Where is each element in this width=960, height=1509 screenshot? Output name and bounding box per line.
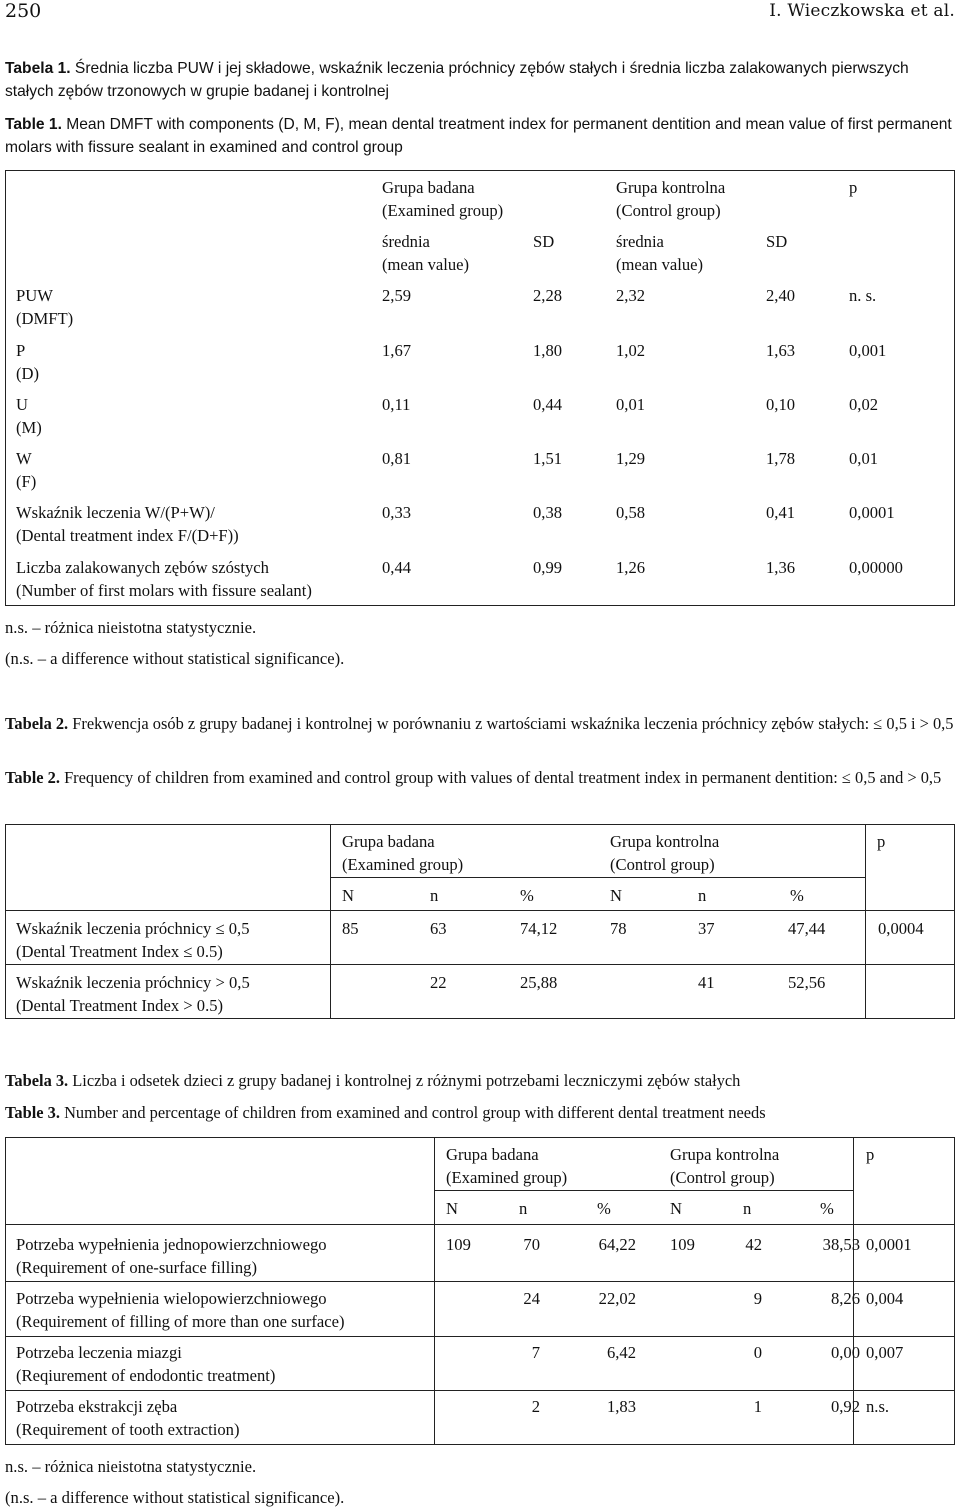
- table3-cell: 0,92: [830, 1397, 860, 1416]
- table3-cell: n.s.: [866, 1397, 890, 1416]
- table2-header-p: p: [877, 832, 886, 851]
- table1-cell-p-value: 0,02: [849, 395, 879, 414]
- table2-row-label-en: (Dental Treatment Index > 0.5): [16, 996, 224, 1015]
- table1-cell-sd-control: 1,78: [766, 449, 796, 468]
- table2-caption-en: Table 2. Frequency of children from examined and control group with values of dental treatment index in permanent dentition: ≤ 0,5 and > 0,5: [5, 768, 942, 787]
- table3-cell: 6,42: [606, 1343, 636, 1362]
- table1-cell-sd-examined: 0,44: [533, 395, 563, 414]
- table2-cell: 52,56: [788, 973, 826, 992]
- table3-cell: 0,004: [866, 1289, 904, 1308]
- table1-cell-p-value: 0,001: [849, 341, 887, 360]
- table2-caption-pl: Tabela 2. Frekwencja osób z grupy badanej i kontrolnej w porównaniu z wartościami wskaźnika leczenia próchnicy zębów stałych: ≤ 0,5 i > 0,5: [5, 714, 954, 733]
- table1-cell-sd-examined: 1,51: [533, 449, 563, 468]
- table2-cell: 22: [430, 973, 447, 992]
- table1-cell-mean-control: 1,29: [616, 449, 646, 468]
- table1-cell-mean-control: 1,02: [616, 341, 646, 360]
- table2-cell: 78: [610, 919, 627, 938]
- table2-cell: 47,44: [788, 919, 826, 938]
- table3-note-pl: n.s. – różnica nieistotna statystycznie.: [5, 1457, 257, 1476]
- table1-cell-sd-control: 0,41: [766, 503, 796, 522]
- table2-cell: 25,88: [520, 973, 558, 992]
- table1-cell-sd-control: 0,10: [766, 395, 796, 414]
- table3-subheader: n: [519, 1199, 528, 1218]
- table1-note-pl: n.s. – różnica nieistotna statystycznie.: [5, 618, 257, 637]
- table1-row-label-en: (M): [16, 418, 42, 437]
- table2-subheader: %: [520, 886, 534, 905]
- table3-subheader: %: [820, 1199, 834, 1218]
- table3-cell: 1: [753, 1397, 762, 1416]
- table2-subheader: n: [430, 886, 439, 905]
- table1-row-label-en: (DMFT): [16, 309, 74, 328]
- table3-cell: 0,00: [830, 1343, 860, 1362]
- table3-header-p: p: [866, 1145, 875, 1164]
- table3-caption-pl: Tabela 3. Liczba i odsetek dzieci z grupy badanej i kontrolnej z różnymi potrzebami leczniczymi zębów stałych: [5, 1071, 741, 1090]
- table3-cell: 22,02: [598, 1289, 636, 1308]
- table3-cell: 1,83: [606, 1397, 636, 1416]
- table3-cell: 24: [523, 1289, 540, 1308]
- table1-row-label: U: [16, 395, 28, 414]
- table1-subheader-sd-control: SD: [766, 232, 788, 251]
- table3-cell: 2: [531, 1397, 540, 1416]
- table1-subheader-mean-examined: średnia (mean value): [382, 232, 470, 274]
- table1-cell-sd-examined: 2,28: [533, 286, 563, 305]
- table1-cell-mean-control: 2,32: [616, 286, 646, 305]
- table2-subheader: N: [342, 886, 354, 905]
- table1-header-examined: Grupa badana (Examined group): [382, 178, 504, 220]
- table3-cell: 8,26: [830, 1289, 860, 1308]
- table1-header-p: p: [849, 178, 858, 197]
- table2-cell: 85: [342, 919, 359, 938]
- table1-row-label: W: [16, 449, 32, 468]
- table1-row-label: Liczba zalakowanych zębów szóstych: [16, 558, 269, 577]
- table3-row-label: Potrzeba wypełnienia jednopowierzchniowego: [16, 1235, 327, 1254]
- table3-row-label-en: (Requirement of one-surface filling): [16, 1258, 257, 1277]
- table3-subheader: %: [597, 1199, 611, 1218]
- table3-subheader: N: [446, 1199, 458, 1218]
- table2-header-examined: Grupa badana (Examined group): [342, 832, 464, 874]
- table1-subheader-sd-examined: SD: [533, 232, 555, 251]
- table1-cell-mean-examined: 2,59: [382, 286, 412, 305]
- table3-row-label: Potrzeba leczenia miazgi: [16, 1343, 182, 1362]
- table2-row-label: Wskaźnik leczenia próchnicy > 0,5: [16, 973, 250, 992]
- table2-cell: 37: [698, 919, 715, 938]
- table1-cell-mean-examined: 1,67: [382, 341, 412, 360]
- table3-row-label: Potrzeba ekstrakcji zęba: [16, 1397, 178, 1416]
- table1-row-label-en: (Number of first molars with fissure sealant): [16, 581, 312, 600]
- table2-cell: 41: [698, 973, 715, 992]
- table3-row-label-en: (Requirement of filling of more than one surface): [16, 1312, 345, 1331]
- table1-cell-p-value: 0,0001: [849, 503, 895, 522]
- table1-cell-p-value: 0,01: [849, 449, 879, 468]
- table1-cell-sd-examined: 0,38: [533, 503, 563, 522]
- table1-row-label-en: (Dental treatment index F/(D+F)): [16, 526, 239, 545]
- table1-cell-sd-examined: 1,80: [533, 341, 563, 360]
- table3-row-label-en: (Reqiurement of endodontic treatment): [16, 1366, 276, 1385]
- table3-cell: 0: [753, 1343, 762, 1362]
- table3-cell: 0,0001: [866, 1235, 912, 1254]
- table3-cell: 70: [523, 1235, 540, 1254]
- table3-subheader: n: [743, 1199, 752, 1218]
- table1-cell-mean-examined: 0,33: [382, 503, 412, 522]
- table1-row-label-en: (D): [16, 364, 40, 383]
- table2-cell: 63: [430, 919, 447, 938]
- table3-cell: 38,53: [822, 1235, 860, 1254]
- table1-note-en: (n.s. – a difference without statistical significance).: [5, 649, 345, 668]
- table1-row-label-en: (F): [16, 472, 37, 491]
- table2-row-label-en: (Dental Treatment Index ≤ 0.5): [16, 942, 223, 961]
- table3-cell: 109: [670, 1235, 695, 1254]
- table3-header-examined: Grupa badana (Examined group): [446, 1145, 568, 1187]
- table3-row-label: Potrzeba wypełnienia wielopowierzchniowego: [16, 1289, 327, 1308]
- table3-cell: 42: [745, 1235, 762, 1254]
- table1-cell-sd-control: 1,63: [766, 341, 796, 360]
- table1-cell-sd-examined: 0,99: [533, 558, 563, 577]
- table1-caption-en: Table 1. Mean DMFT with components (D, M, F), mean dental treatment index for permanent dentition and mean value of first permanent molars with fissure sealant in examined and control group: [5, 116, 952, 156]
- table1-cell-mean-control: 1,26: [616, 558, 646, 577]
- table2-cell: 0,0004: [878, 919, 924, 938]
- table2-header-control: Grupa kontrolna (Control group): [610, 832, 720, 874]
- table3-cell: 64,22: [598, 1235, 636, 1254]
- table1-cell-mean-examined: 0,81: [382, 449, 412, 468]
- table1-cell-sd-control: 1,36: [766, 558, 796, 577]
- table2-subheader: %: [790, 886, 804, 905]
- table1-cell-mean-control: 0,01: [616, 395, 646, 414]
- table1-subheader-mean-control: średnia (mean value): [616, 232, 704, 274]
- table3-subheader: N: [670, 1199, 682, 1218]
- table1-cell-mean-examined: 0,44: [382, 558, 412, 577]
- table3-cell: 109: [446, 1235, 471, 1254]
- table1-cell-p-value: n. s.: [849, 286, 877, 305]
- table1-header-control: Grupa kontrolna (Control group): [616, 178, 726, 220]
- table1-row-label: P: [16, 341, 26, 360]
- table1-caption-pl: Tabela 1. Średnia liczba PUW i jej składowe, wskaźnik leczenia próchnicy zębów stałych i średnia liczba zalakowanych pierwszych stałych zębów trzonowych w grupie badanej i kontrolnej: [5, 60, 909, 100]
- table1-cell-mean-control: 0,58: [616, 503, 646, 522]
- table3-caption-en: Table 3. Number and percentage of children from examined and control group with different dental treatment needs: [5, 1103, 766, 1122]
- table1-cell-p-value: 0,00000: [849, 558, 903, 577]
- table3-row-label-en: (Requirement of tooth extraction): [16, 1420, 240, 1439]
- page-number: 250: [5, 0, 42, 22]
- table1-row-label: PUW: [16, 286, 53, 305]
- running-header-authors: I. Wieczkowska et al.: [769, 1, 955, 21]
- table2-cell: 74,12: [520, 919, 558, 938]
- table1-row-label: Wskaźnik leczenia W/(P+W)/: [16, 503, 215, 522]
- table1-cell-sd-control: 2,40: [766, 286, 796, 305]
- table3-cell: 9: [753, 1289, 762, 1308]
- table3-cell: 7: [531, 1343, 540, 1362]
- table1-cell-mean-examined: 0,11: [382, 395, 411, 414]
- table3-header-control: Grupa kontrolna (Control group): [670, 1145, 780, 1187]
- table2-row-label: Wskaźnik leczenia próchnicy ≤ 0,5: [16, 919, 250, 938]
- table3-cell: 0,007: [866, 1343, 904, 1362]
- table3-note-en: (n.s. – a difference without statistical significance).: [5, 1488, 345, 1507]
- table2-subheader: n: [698, 886, 707, 905]
- table2-subheader: N: [610, 886, 622, 905]
